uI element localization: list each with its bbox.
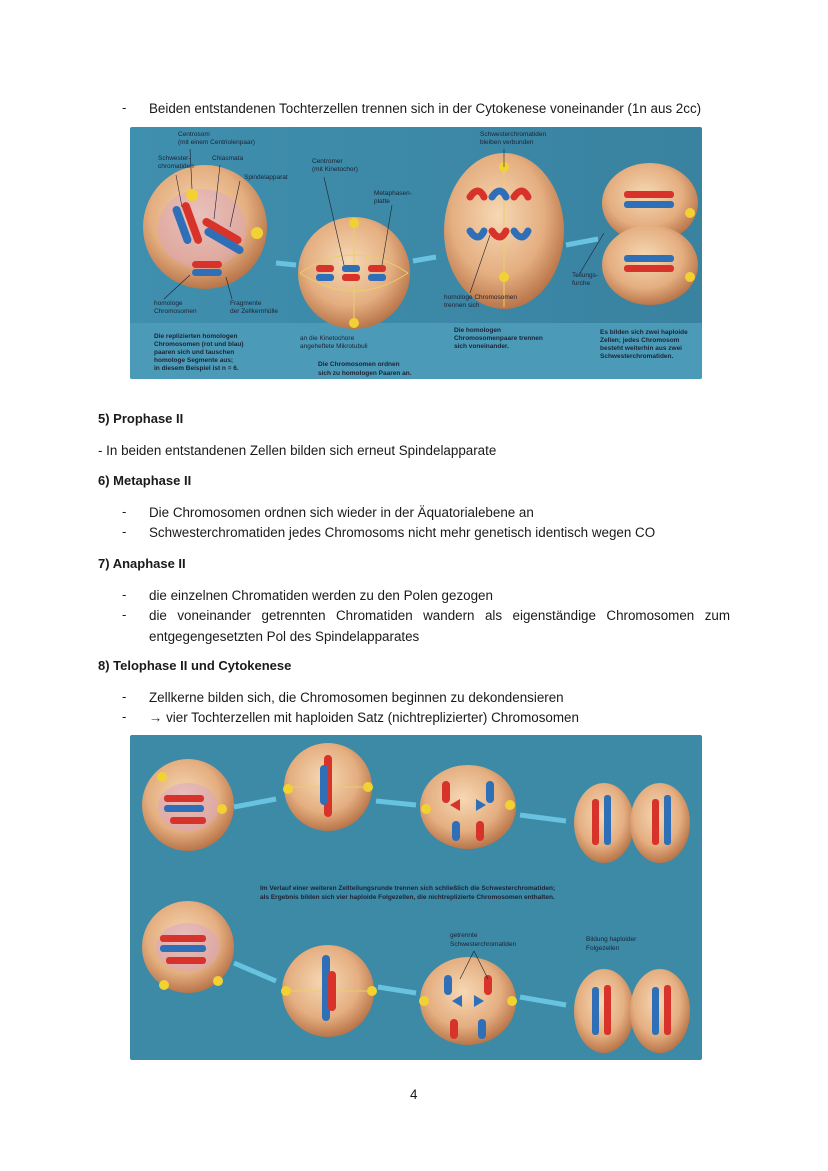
label-schwester2: chromatiden xyxy=(158,163,194,170)
caption2-line: an die Kinetochore xyxy=(300,335,355,342)
cell-prophase-1 xyxy=(143,165,267,289)
heading-metaphase-2: 6) Metaphase II xyxy=(98,473,192,488)
label-homologe2: Chromosomen xyxy=(154,308,197,315)
label-schwester-verbunden: Schwesterchromatiden xyxy=(480,131,547,138)
caption4-line: Chromosomenpaare trennen xyxy=(454,335,543,342)
caption5-line: Schwesterchromatiden. xyxy=(600,353,674,360)
telophase-bullet: Zellkerne bilden sich, die Chromosomen beginnen zu dekondensieren xyxy=(149,690,564,705)
label-bildung: Bildung haploider xyxy=(586,936,637,943)
anaphase-bullet-line1: die voneinander getrennten Chromatiden wandern als eigenständige Chromosomen zum xyxy=(149,608,730,623)
arrow-1 xyxy=(276,263,296,265)
bullet-dash: - xyxy=(122,709,127,724)
label-getrennte: getrennte xyxy=(450,932,478,939)
prophase-2-text: - In beiden entstandenen Zellen bilden sich erneut Spindelapparate xyxy=(98,443,497,458)
caption1-line: paaren sich und tauschen xyxy=(154,349,235,356)
caption1-line: homologe Segmente aus; xyxy=(154,357,234,364)
cell-prophase-2-bottom xyxy=(142,901,234,993)
label-centromer-sub: (mit Kinetochor) xyxy=(312,166,358,173)
caption1-line: Die replizierten homologen xyxy=(154,333,238,340)
bullet-dash: - xyxy=(122,689,127,704)
label-fragmente: Fragmente xyxy=(230,300,262,307)
caption5-line: Es bilden sich zwei haploide xyxy=(600,329,688,336)
caption3-line: sich zu homologen Paaren an. xyxy=(318,370,412,377)
bullet-dash: - xyxy=(122,587,127,602)
caption5-line: besteht weiterhin aus zwei xyxy=(600,345,682,352)
page-number: 4 xyxy=(410,1087,418,1102)
label-teilungsfurche: Teilungs- xyxy=(572,272,599,279)
bullet-dash: - xyxy=(122,100,127,115)
metaphase-bullet: Schwesterchromatiden jedes Chromosoms nicht mehr genetisch identisch wegen CO xyxy=(149,525,656,540)
figure2-caption-line: als Ergebnis bilden sich vier haploide Folgezellen, die nichtreplizierte Chromosomen enthalten. xyxy=(260,894,555,901)
anaphase-bullet: die einzelnen Chromatiden werden zu den Polen gezogen xyxy=(149,588,493,603)
meiosis-figure-2 xyxy=(130,735,702,1060)
bullet-dash: - xyxy=(122,504,127,519)
bullet-dash: - xyxy=(122,607,127,622)
label-homologe: homologe xyxy=(154,300,183,307)
intro-bullet-text: Beiden entstandenen Tochterzellen trennen sich in der Cytokenese voneinander (1n aus 2cc) xyxy=(149,101,702,116)
label-metaphasen: Metaphasen- xyxy=(374,190,412,197)
anaphase-bullet-line2: entgegengesetzten Pol des Spindelapparates xyxy=(149,629,420,644)
meiosis-figure-1 xyxy=(130,127,702,379)
label-centrosom: Centrosom xyxy=(178,131,210,138)
label-schwester: Schwester- xyxy=(158,155,191,162)
cell-anaphase-1 xyxy=(444,153,564,309)
figure2-caption-line: Im Verlauf einer weiteren Zellteilungsrunde trennen sich schließlich die Schwesterchromatiden; xyxy=(260,885,556,892)
metaphase-bullet: Die Chromosomen ordnen sich wieder in der Äquatorialebene an xyxy=(149,505,534,520)
heading-telophase-2: 8) Telophase II und Cytokenese xyxy=(98,658,292,673)
label-fragmente2: der Zellkernhülle xyxy=(230,308,279,315)
cell-anaphase-2-top xyxy=(420,765,516,849)
label-centromer: Centromer xyxy=(312,158,343,165)
caption1-line: in diesem Beispiel ist n = 6. xyxy=(154,365,239,372)
label-getrennte2: Schwesterchromatiden xyxy=(450,941,517,948)
label-chiasmata: Chiasmata xyxy=(212,155,244,162)
telophase-bullet: → vier Tochterzellen mit haploiden Satz (nichtreplizierter) Chromosomen xyxy=(149,710,579,725)
label-schwester-verbunden2: bleiben verbunden xyxy=(480,139,534,146)
label-bildung2: Folgezellen xyxy=(586,945,620,952)
label-centrosom-sub: (mit einem Centriolenpaar) xyxy=(178,139,255,146)
heading-anaphase-2: 7) Anaphase II xyxy=(98,556,186,571)
cell-metaphase-1 xyxy=(298,217,410,329)
cell-prophase-2-top xyxy=(142,759,234,851)
caption4-line: sich voneinander. xyxy=(454,343,509,350)
caption4-line: Die homologen xyxy=(454,327,501,334)
caption5-line: Zellen; jedes Chromosom xyxy=(600,337,680,344)
label-teilungsfurche2: furche xyxy=(572,280,591,287)
label-homologe-trennen2: trennen sich xyxy=(444,302,480,309)
caption3-line: Die Chromosomen ordnen xyxy=(318,361,400,368)
caption2-line: angeheftete Mikrotubuli xyxy=(300,343,368,350)
heading-prophase-2: 5) Prophase II xyxy=(98,411,184,426)
bullet-dash: - xyxy=(122,524,127,539)
label-homologe-trennen: homologe Chromosomen xyxy=(444,294,517,301)
caption1-line: Chromosomen (rot und blau) xyxy=(154,341,244,348)
label-metaphasen2: platte xyxy=(374,198,390,205)
label-spindel: Spindelapparat xyxy=(244,174,288,181)
